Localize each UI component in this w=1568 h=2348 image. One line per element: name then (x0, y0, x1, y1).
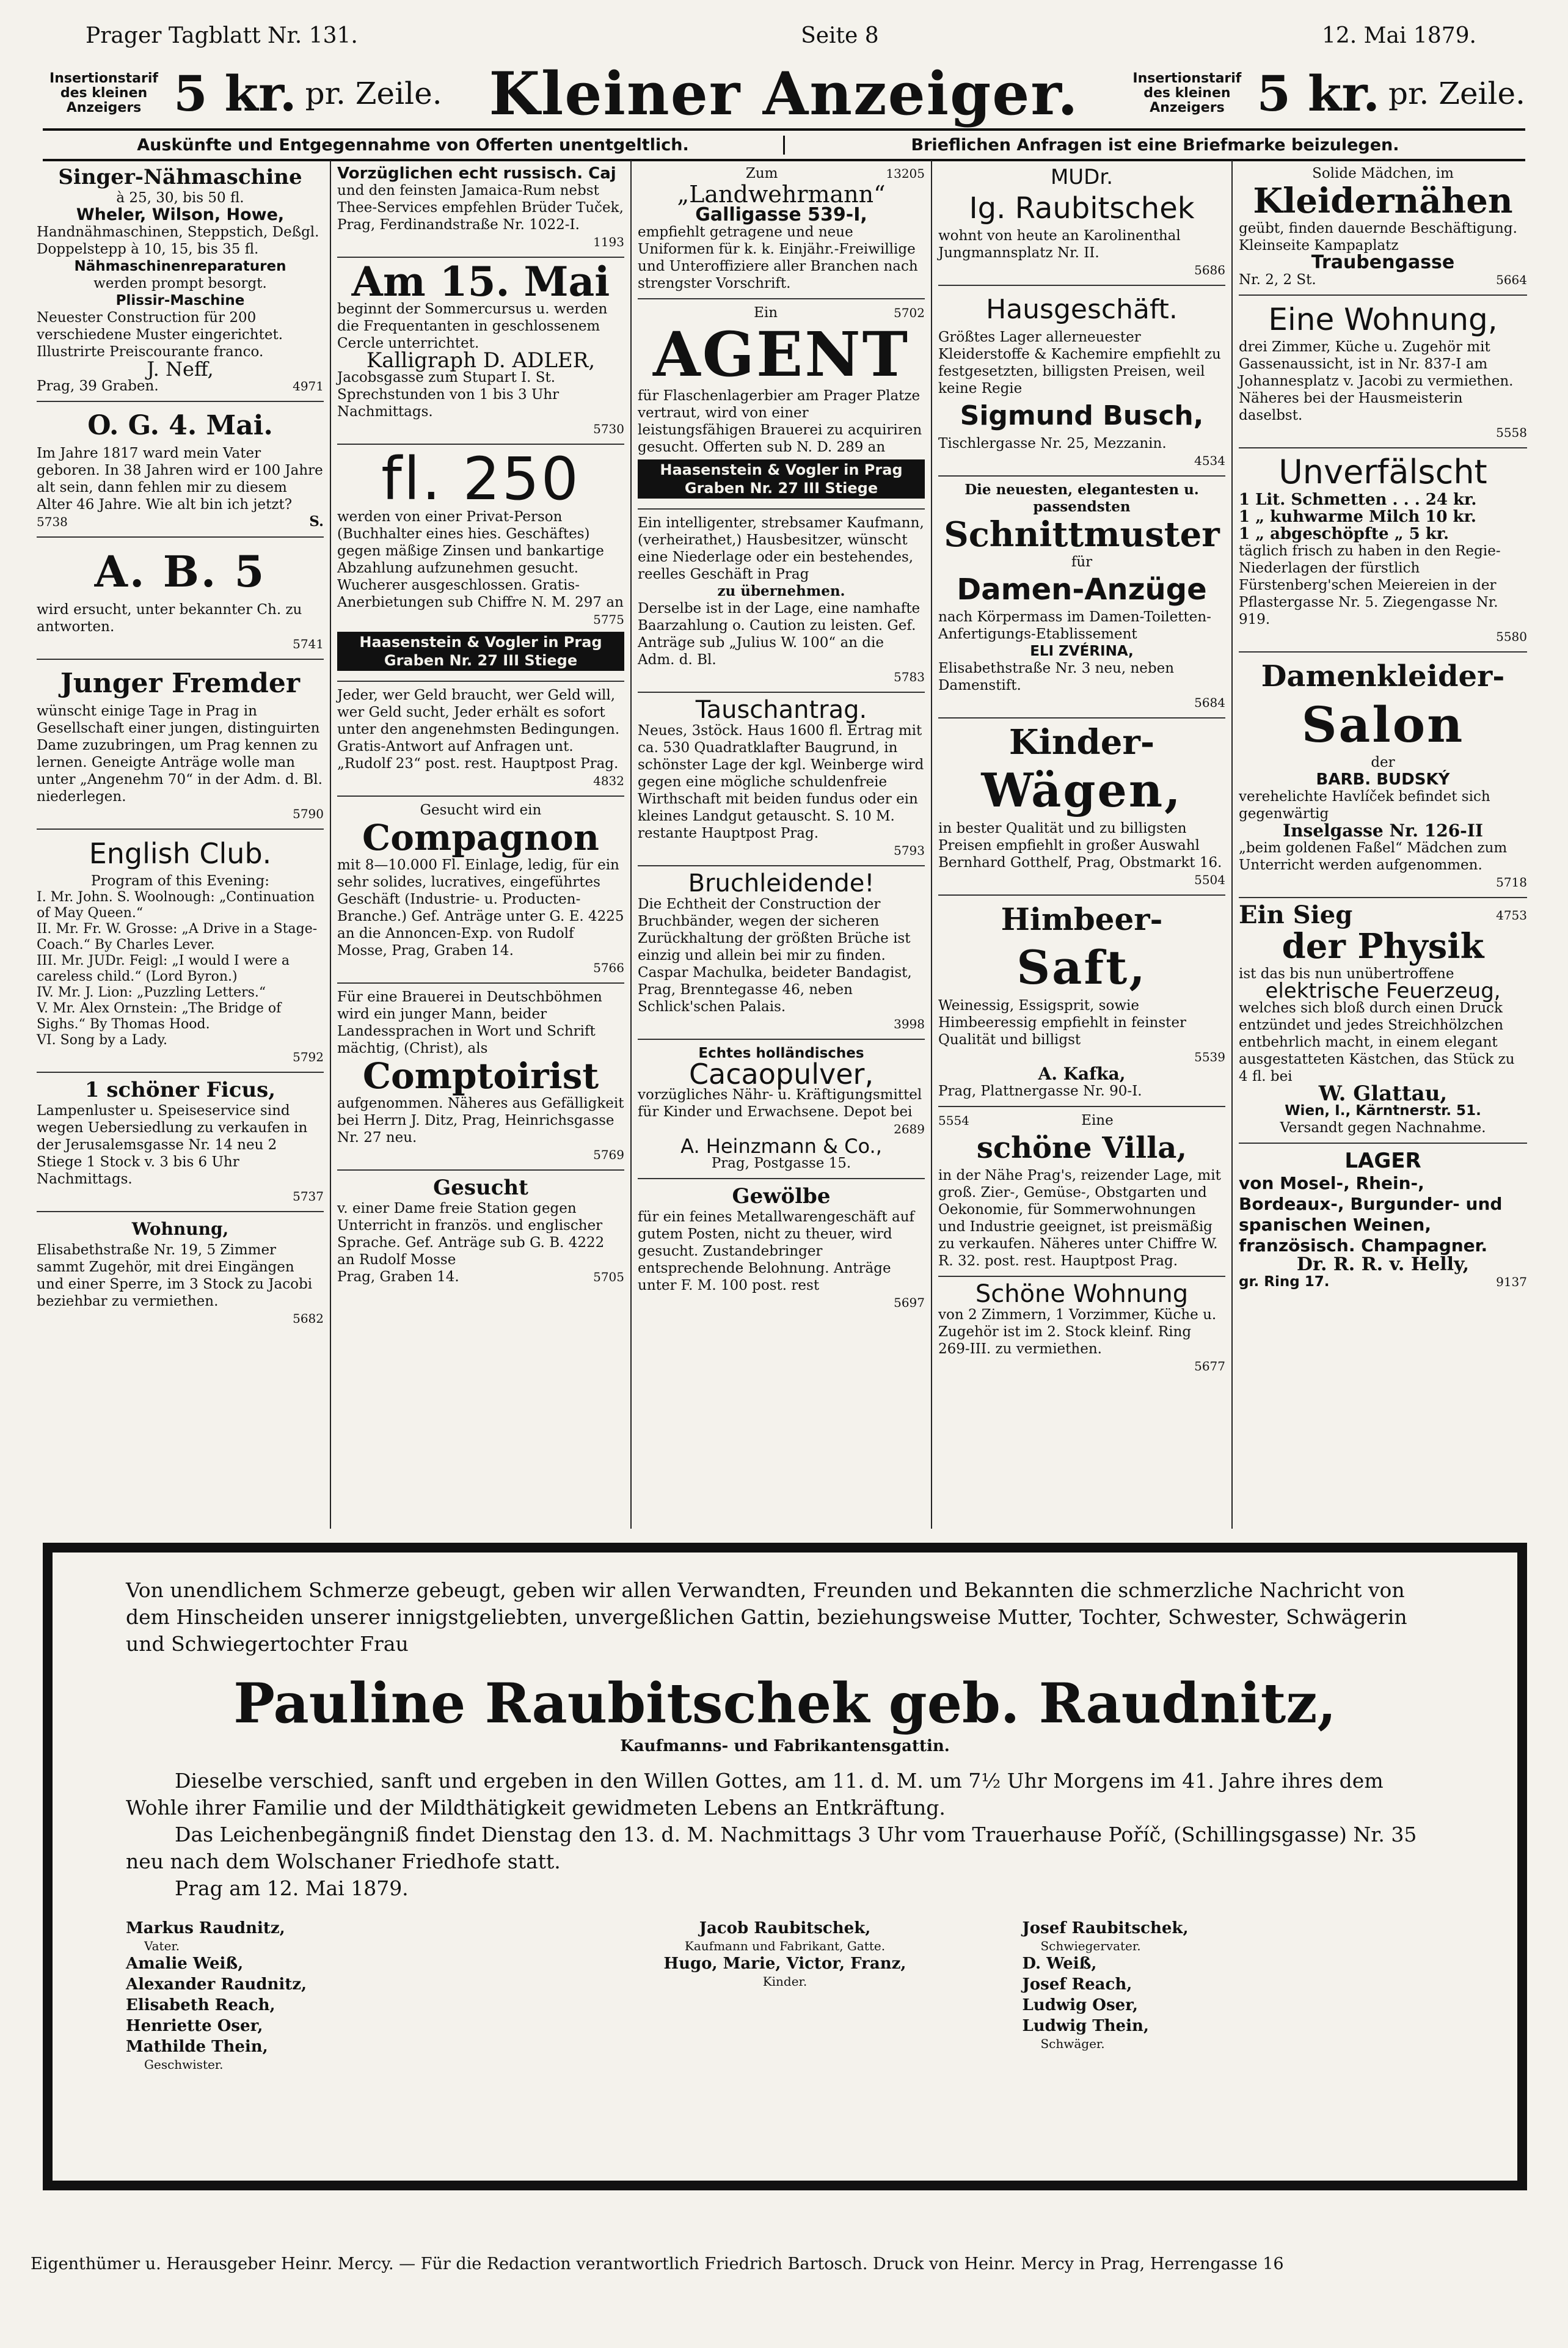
obituary-funeral: Das Leichenbegängniß findet Dienstag den 13. d. M. Nachmittags 3 Uhr vom Trauerhause Poříč, (Schillingsgasse) Nr. 35 neu nach dem Wolschaner Friedhofe statt. (126, 1823, 1417, 1873)
ad-unverfaelscht (1239, 448, 1527, 653)
ad-number: 5686 (1194, 263, 1225, 277)
ad-title: Junger Fremder (60, 668, 301, 699)
ad-schnittmuster (938, 477, 1225, 719)
ad-number: 2689 (894, 1122, 925, 1136)
obituary-subtitle: Kaufmanns- und Fabrikantensgattin. (620, 1737, 950, 1755)
ad-signature: ELI ZVÉRINA, (1030, 643, 1134, 659)
ad-text: für ein feines Metallwarengeschäft auf gutem Posten, nicht zu theuer, wird gesucht. Zustandebringer entsprechende Belohnung. Anträge unter F. M. 100 post. rest (638, 1209, 915, 1293)
ad-gewoelbe (638, 1179, 925, 1317)
masthead-tarif-left (43, 65, 442, 122)
ad-eine-wohnung (1239, 296, 1527, 448)
tarif-label: Insertionstarif des kleinen Anzeigers (1132, 71, 1242, 115)
mourner-role: Geschwister. (144, 2057, 224, 2072)
ad-pretitle: Echtes holländisches (698, 1045, 864, 1061)
mourner-name: Amalie Weiß, (126, 1955, 244, 1973)
ad-number: 5737 (293, 1189, 324, 1204)
masthead-tarif-right (1126, 65, 1525, 122)
ad-text: täglich frisch zu haben in den Regie-Niederlagen der fürstlich Fürstenberg'schen Meiereien in der Pflastergasse Nr. 5. Ziegengasse Nr. 919. (1239, 543, 1501, 627)
ad-text: wird ersucht, unter bekannter Ch. zu antworten. (37, 602, 302, 635)
ad-number: 5783 (894, 670, 925, 684)
ad-title: Comptoirist (362, 1055, 599, 1097)
ad-number: 5554 (938, 1113, 969, 1128)
ad-title: „Landwehrmann“ (677, 181, 886, 208)
ad-number: 5539 (1194, 1050, 1225, 1064)
ad-title: 1 schöner Ficus, (84, 1078, 276, 1102)
ad-text: für (1071, 554, 1093, 570)
program-item: IV. Mr. J. Lion: „Puzzling Letters.“ (37, 985, 266, 1000)
mourner-role: Kaufmann und Fabrikant, Gatte. (684, 1939, 886, 1953)
tarif-price: 5 kr. (1256, 65, 1380, 122)
agency-stamp: Haasenstein & Vogler in Prag Graben Nr. 27 III Stiege (638, 459, 925, 499)
mourner-name: Ludwig Oser, (1022, 1996, 1138, 2014)
ad-number: 4971 (293, 379, 324, 393)
ad-text: Versandt gegen Nachnahme. (1280, 1120, 1486, 1136)
obituary-death: Dieselbe verschied, sanft und ergeben in den Willen Gottes, am 11. d. M. um 7½ Uhr Morgens im 41. Jahre ihres dem Wohle ihrer Familie und der Mildthätigkeit gewidmeten Lebens an Entkräftung. (126, 1769, 1384, 1820)
ad-text: nach Körpermass im Damen-Toiletten-Anfertigungs-Etablissement (938, 609, 1211, 642)
column-1 (31, 160, 331, 1529)
ad-number: 5702 (894, 305, 925, 320)
ad-text: Ein intelligenter, strebsamer Kaufmann, (verheirathet,) Hausbesitzer, wünscht eine Niederlage oder ein bestehendes, reelles Geschäft in Prag (638, 515, 924, 582)
ad-title: Cacaopulver, (688, 1058, 874, 1091)
ad-number: 5504 (1194, 872, 1225, 887)
ad-text: Für eine Brauerei in Deutschböhmen wird ein junger Mann, beider Landessprachen in Wort und Schrift mächtig, (Christ), als (337, 989, 602, 1056)
ad-tauschantrag (638, 693, 925, 866)
program-item: V. Mr. Alex Ornstein: „The Bridge of Sighs.“ By Thomas Hood. (37, 1001, 282, 1032)
ad-text: vorzügliches Nähr- u. Kräftigungsmittel für Kinder und Erwachsene. Depot bei (638, 1087, 922, 1120)
ad-title: Eine Wohnung, (1268, 302, 1498, 337)
ad-text: Neues, 3stöck. Haus 1600 fl. Ertrag mit ca. 530 Quadratklafter Baugrund, in schönster Lage der kgl. Weinberge wird gegen eine mögliche schuldenfreie Wirthschaft mit beiden fundus oder ein kleines Landgut getauscht. S. 10 M. restante Hauptpost Prag. (638, 723, 924, 841)
ad-title: Schnittmuster (944, 514, 1220, 555)
masthead-title: Kleiner Anzeiger. (489, 59, 1079, 128)
ad-number: 5793 (894, 843, 925, 858)
ad-wohnung (37, 1212, 324, 1333)
ad-pretitle: Solide Mädchen, im (1312, 166, 1454, 181)
ad-mudr (938, 160, 1225, 286)
mourner-name: Alexander Raudnitz, (126, 1975, 307, 1994)
ad-text: von 2 Zimmern, 1 Vorzimmer, Küche u. Zugehör ist im 2. Stock kleinf. Ring 269-III. zu vermiethen. (938, 1307, 1217, 1357)
info-right: Brieflichen Anfragen ist eine Briefmarke beizulegen. (911, 135, 1399, 155)
ad-bruchleidende (638, 866, 925, 1040)
ad-signature: Dr. R. R. v. Helly, (1296, 1254, 1470, 1275)
ad-subtitle: Wheler, Wilson, Howe, (76, 205, 285, 224)
ad-mai (337, 258, 624, 445)
price-item: 1 Lit. Schmetten . . . 24 kr. (1239, 491, 1477, 509)
ad-title: der Physik (1282, 926, 1484, 967)
mourner-name: Henriette Oser, (126, 2017, 263, 2035)
ad-comptoirist (337, 984, 624, 1171)
ad-text: geübt, finden dauernde Beschäftigung. Kleinseite Kampaplatz (1239, 221, 1517, 254)
paper-issue: Prager Tagblatt Nr. 131. (86, 23, 358, 48)
ad-thee (337, 160, 624, 258)
ad-number: 5682 (293, 1311, 324, 1326)
ad-gesucht (337, 1171, 624, 1292)
ad-title: O. G. 4. Mai. (87, 410, 273, 441)
program-item: III. Mr. JUDr. Feigl: „I would I were a careless child.“ (Lord Byron.) (37, 953, 290, 984)
column-3 (632, 160, 932, 1529)
ad-pretitle: Gesucht wird ein (420, 802, 542, 818)
ad-number: 4832 (593, 774, 624, 788)
ad-signature: BARB. BUDSKÝ (1316, 770, 1450, 789)
ad-title: Kleidernähen (1253, 181, 1513, 221)
ad-signature: S. (309, 513, 324, 530)
ad-villa (938, 1107, 1225, 1277)
ad-title: schöne Villa, (976, 1131, 1187, 1165)
ad-signature: A. Kafka, (1038, 1064, 1126, 1084)
ad-number: 5775 (593, 612, 624, 627)
ad-english-club (37, 830, 324, 1073)
ad-text: „beim goldenen Faßel“ Mädchen zum Unterricht werden aufgenommen. (1239, 840, 1508, 873)
ad-pretitle: Die neuesten, elegantesten u. passendsten (965, 481, 1199, 515)
ad-address: Prag, 39 Graben. (37, 378, 159, 394)
ad-text: wünscht einige Tage in Prag in Gesellschaft einer jungen, distinguirten Dame zuzubringen, um Prag kennen zu lernen. Geneigte Anträge wolle man unter „Angenehm 70“ in der Adm. d. Bl. niederlegen. (37, 703, 323, 805)
ad-signature: W. Glattau, (1318, 1081, 1448, 1106)
ad-title: Damenkleider- (1261, 659, 1505, 693)
info-bar (43, 128, 1525, 161)
imprint: Eigenthümer u. Herausgeber Heinr. Mercy. — Für die Redaction verantwortlich Friedrich Bartosch. Druck von Heinr. Mercy in Prag, Herrengasse 16 (31, 2255, 1284, 2273)
ad-landwehrmann (638, 160, 925, 299)
ad-number: 5741 (293, 637, 324, 651)
running-header (86, 17, 1476, 54)
ad-pretitle: Eine (1081, 1113, 1114, 1128)
ad-address: Elisabethstraße Nr. 3 neu, neben Damenstift. (938, 660, 1175, 693)
ad-title: Vorzüglichen echt russisch. Caj (337, 164, 616, 183)
ad-text: Program of this Evening: (91, 873, 269, 889)
ad-text: Größtes Lager allerneuester Kleiderstoffe & Kachemire empfiehlt zu festgesetzten, billigsten Preisen, weil keine Regie (938, 329, 1221, 397)
ad-number: 5769 (593, 1147, 624, 1162)
page-number: Seite 8 (801, 23, 879, 48)
ad-pretitle: Ein Sieg (1239, 901, 1353, 929)
ad-text: welches sich bloß durch einen Druck entzündet und jedes Streichhölzchen entbehrlich macht, in einem elegant ausgestatteten Kästchen, das Stück zu 4 fl. bei (1239, 1000, 1515, 1084)
ad-address: Wien, I., Kärntnerstr. 51. (1285, 1103, 1481, 1119)
mourner-name: Elisabeth Reach, (126, 1996, 275, 2014)
ad-text: Weinessig, Essigsprit, sowie Himbeeressig empfiehlt in feinster Qualität und billigst (938, 998, 1187, 1048)
ad-number: 5705 (593, 1270, 624, 1284)
agency-stamp: Haasenstein & Vogler in Prag Graben Nr. 27 III Stiege (337, 632, 624, 671)
obituary-name: Pauline Raubitschek geb. Raudnitz, (233, 1671, 1336, 1736)
ad-text: Jeder, wer Geld braucht, wer Geld will, wer Geld sucht, Jeder erhält es sofort unter den angenehmsten Bedingungen. Gratis-Antwort auf Anfragen unt. „Rudolf 23“ post. rest. Hauptpost Prag. (337, 687, 620, 772)
mourner-name: Markus Raudnitz, (126, 1919, 285, 1937)
ad-title: A. B. 5 (94, 546, 266, 597)
ad-text: der (1371, 755, 1395, 770)
ad-text: ist das bis nun unübertroffene (1239, 966, 1454, 982)
ad-text: Im Jahre 1817 ward mein Vater geboren. In 38 Jahren wird er 100 Jahre alt sein, dann fehlen mir zu diesem Alter 46 Jahre. Wie alt bin ich jetzt? (37, 445, 323, 513)
ad-text: Handnähmaschinen, Steppstich, Deßgl. Doppelstepp à 10, 15, bis 35 fl. (37, 224, 319, 257)
ad-subtitle: elektrische Feuerzeug, (1265, 979, 1501, 1003)
ad-number: 13205 (886, 166, 925, 181)
mourner-name: Ludwig Thein, (1022, 2017, 1149, 2035)
ad-text: Derselbe ist in der Lage, eine namhafte Baarzahlung o. Caution zu leisten. Gef. Anträge sub „Julius W. 100“ an die Adm. d. Bl. (638, 601, 921, 668)
ad-pretitle: Zum (745, 166, 778, 181)
ad-title: Schöne Wohnung (975, 1280, 1189, 1308)
ad-address: Nr. 2, 2 St. (1239, 272, 1316, 288)
mourner-name: Jacob Raubitschek, (699, 1919, 871, 1937)
ad-subtitle: Traubengasse (1311, 252, 1455, 273)
obituary-intro: Von unendlichem Schmerze gebeugt, geben wir allen Verwandten, Freunden und Bekannten die schmerzliche Nachricht von dem Hinscheiden unserer innigstgeliebten, unvergeßlichen Gattin, beziehungsweise Mutter, Tochter, Schwester, Schwägerin und Schwiegertochter Frau (126, 1578, 1407, 1656)
ad-title: Am 15. Mai (351, 258, 610, 305)
ad-title: Compagnon (362, 817, 599, 858)
ad-text: à 25, 30, bis 50 fl. (116, 190, 244, 206)
ad-number: 5792 (293, 1050, 324, 1064)
mourner-role: Schwiegervater. (1040, 1939, 1141, 1953)
price-item: 1 „ abgeschöpfte „ 5 kr. (1239, 525, 1449, 543)
ad-physik (1239, 898, 1527, 1144)
mourners (126, 1918, 1444, 2072)
masthead (43, 60, 1525, 127)
mourner-role: Kinder. (762, 1974, 808, 1989)
ad-title: Salon (1301, 696, 1465, 753)
ad-title: Wohnung, (131, 1219, 229, 1239)
ad-number: 5684 (1194, 695, 1225, 710)
mourner-role: Vater. (144, 1939, 180, 1953)
ad-title: fl. 250 (381, 445, 580, 513)
program-item: I. Mr. John. S. Woolnough: „Continuation of May Queen.“ (37, 890, 315, 921)
ad-pretitle: Ein (754, 305, 778, 321)
ad-number: 1193 (593, 235, 624, 249)
ad-cacaopulver (638, 1040, 925, 1179)
ad-agent (638, 299, 925, 510)
mourners-center (574, 1918, 996, 2072)
ad-text: Die Echtheit der Construction der Bruchbänder, wegen der sicheren Zurückhaltung der größten Brüche ist einzig und allein bei mir zu finden. Caspar Machulka, beideter Bandagist, Prag, Brenntegasse 46, neben Schlick'schen Palais. (638, 896, 912, 1015)
tarif-unit: pr. Zeile. (305, 76, 442, 111)
ad-title: Gesucht (433, 1176, 528, 1200)
ad-hausgeschaeft (938, 286, 1225, 477)
ad-title: Damen-Anzüge (957, 572, 1207, 607)
mourner-name: Mathilde Thein, (126, 2038, 268, 2056)
ad-schoene-wohnung (938, 1277, 1225, 1381)
ad-address: Prag, Plattnergasse Nr. 90-I. (938, 1083, 1142, 1099)
obituary-date: Prag am 12. Mai 1879. (175, 1876, 409, 1900)
ad-text: v. einer Dame freie Station gegen Unterricht in französ. und englischer Sprache. Gef. Anträge sub G. B. 4222 an Rudolf Mosse (337, 1201, 605, 1268)
ad-signature: Kalligraph D. ADLER, (366, 348, 596, 373)
ad-columns (31, 160, 1533, 1529)
ad-subtitle: zu übernehmen. (717, 583, 845, 599)
mourner-name: Josef Reach, (1022, 1975, 1132, 1994)
ad-address: Prag, Graben 14. (337, 1269, 459, 1285)
issue-date: 12. Mai 1879. (1321, 23, 1476, 48)
ad-text: drei Zimmer, Küche u. Zugehör mit Gassenaussicht, ist in Nr. 837-I am Johannesplatz v. Jacobi zu vermiethen. Näheres bei der Hausmeisterin daselbst. (1239, 339, 1514, 423)
ad-address: gr. Ring 17. (1239, 1274, 1330, 1290)
ad-text: Neuester Construction für 200 verschiedene Muster eingerichtet. Illustrirte Preiscourante franco. (37, 310, 283, 360)
ad-name: Ig. Raubitschek (969, 191, 1195, 225)
ad-number: 9137 (1496, 1275, 1527, 1289)
ad-fl250 (337, 445, 624, 682)
ad-address: Tischlergasse Nr. 25, Mezzanin. (938, 436, 1167, 452)
ad-text: werden prompt besorgt. (93, 276, 267, 291)
ad-text: Jacobsgasse zum Stupart I. St. Sprechstunden von 1 bis 3 Uhr Nachmittags. (337, 370, 560, 420)
ad-text: und den feinsten Jamaica-Rum nebst Thee-Services empfehlen Brüder Tuček, Prag, Ferdinandstraße Nr. 1022-I. (337, 183, 624, 233)
ad-title: Singer-Nähmaschine (58, 165, 302, 189)
ad-text: aufgenommen. Näheres aus Gefälligkeit bei Herrn J. Ditz, Prag, Heinrichsgasse Nr. 27 neu. (337, 1095, 624, 1146)
ad-title: Unverfälscht (1278, 453, 1487, 491)
ad-himbeersaft (938, 896, 1225, 1107)
tarif-price: 5 kr. (173, 65, 297, 122)
ad-title: Wägen, (981, 763, 1183, 817)
ad-number: 5580 (1496, 629, 1527, 644)
ad-title: Tauschantrag. (695, 696, 867, 724)
column-5 (1233, 160, 1533, 1529)
mourners-left (126, 1918, 548, 2072)
ad-number: 5664 (1496, 272, 1527, 287)
ad-kleidernaehen (1239, 160, 1527, 296)
obituary-notice (43, 1543, 1527, 2190)
ad-subtitle: Nähmaschinenreparaturen (74, 258, 286, 274)
ad-text: wohnt von heute an Karolinenthal Jungmannsplatz Nr. II. (938, 228, 1181, 261)
program-item: II. Mr. Fr. W. Grosse: „A Drive in a Stage-Coach.“ By Charles Lever. (37, 921, 318, 953)
ad-title: AGENT (652, 318, 910, 390)
ad-subtitle: Plissir-Maschine (115, 293, 245, 309)
tarif-label: Insertionstarif des kleinen Anzeigers (49, 71, 158, 115)
ad-title: Saft, (1016, 940, 1147, 995)
ad-kinderwaegen (938, 719, 1225, 896)
ad-number: 5730 (593, 422, 624, 436)
ad-number: 5697 (894, 1295, 925, 1310)
ad-damenkleider-salon (1239, 653, 1527, 898)
tarif-unit: pr. Zeile. (1388, 76, 1525, 111)
ad-title: English Club. (89, 837, 272, 870)
ad-text: werden von einer Privat-Person (Buchhalter eines hies. Geschäftes) gegen mäßige Zinsen und bankartige Abzahlung aufzunehmen gesucht. Wucherer ausgeschlossen. Gratis-Anerbietungen sub Chiffre N. M. 297 an (337, 509, 624, 610)
ad-number: 4534 (1194, 453, 1225, 468)
ad-ficus (37, 1073, 324, 1212)
ad-number: 5766 (593, 960, 624, 975)
ad-address: Galligasse 539-I, (695, 204, 867, 225)
ad-title: Kinder- (1008, 722, 1155, 763)
info-left: Auskünfte und Entgegennahme von Offerten unentgeltlich. (43, 136, 785, 155)
ad-number: 5738 (37, 514, 68, 529)
mourner-name: Hugo, Marie, Victor, Franz, (663, 1955, 906, 1973)
ad-title: Gewölbe (732, 1184, 831, 1209)
ad-signature: A. Heinzmann & Co., (680, 1135, 882, 1158)
ad-text: in bester Qualität und zu billigsten Preisen empfiehlt in großer Auswahl Bernhard Gotthelf, Prag, Obstmarkt 16. (938, 821, 1222, 871)
ad-text: in der Nähe Prag's, reizender Lage, mit groß. Zier-, Gemüse-, Obstgarten und Oekonomie, für Sommerwohnungen und Industrie geeignet, ist preismäßig zu verkaufen. Näheres unter Chiffre W. R. 32. post. rest. Hauptpost Prag. (938, 1168, 1221, 1269)
ad-number: 5790 (293, 806, 324, 821)
ad-text: von Mosel-, Rhein-, Bordeaux-, Burgunder- und spanischen Weinen, französisch. Champagner. (1239, 1173, 1503, 1256)
ad-lager (1239, 1144, 1527, 1297)
ad-jeder (337, 682, 624, 797)
ad-signature: J. Neff, (147, 357, 214, 381)
ad-text: mit 8—10.000 Fl. Einlage, ledig, für ein sehr solides, lucratives, eingeführtes Geschäft (Industrie- u. Producten-Branche.) Gef. Anträge unter G. E. 4225 an die Annoncen-Exp. von Rudolf Mosse, Prag, Graben 14. (337, 857, 624, 959)
ad-title: MUDr. (1050, 165, 1114, 189)
ad-singer (37, 160, 324, 402)
ad-text: verehelichte Havlíček befindet sich gegenwärtig (1239, 789, 1490, 822)
ad-title: LAGER (1344, 1149, 1421, 1173)
ad-signature: Sigmund Busch, (960, 400, 1204, 431)
mourner-name: D. Weiß, (1022, 1955, 1097, 1973)
price-item: 1 „ kuhwarme Milch 10 kr. (1239, 508, 1476, 526)
mourner-name: Josef Raubitschek, (1022, 1919, 1189, 1937)
ad-number: 5677 (1194, 1359, 1225, 1373)
ad-fremder (37, 660, 324, 830)
ad-number: 3998 (894, 1017, 925, 1031)
ad-compagnon (337, 797, 624, 984)
ad-text: beginnt der Sommercursus u. werden die Frequentanten in geschlossenem Cercle unterrichtet. (337, 301, 608, 351)
ad-ab (37, 538, 324, 660)
ad-title: Hausgeschäft. (986, 294, 1178, 325)
ad-title: Himbeer- (1001, 901, 1163, 937)
ad-number: 5558 (1496, 425, 1527, 440)
mourners-right (1022, 1918, 1444, 2072)
ad-text: Lampenluster u. Speiseservice sind wegen Uebersiedlung zu verkaufen in der Jerusalemsgasse Nr. 14 neu 2 Stiege 1 Stock v. 3 bis 6 Uhr Nachmittags. (37, 1103, 308, 1187)
club-program (37, 890, 324, 1048)
ad-number: 5718 (1496, 875, 1527, 890)
program-item: VI. Song by a Lady. (37, 1033, 168, 1048)
ad-address: Prag, Postgasse 15. (711, 1155, 851, 1171)
ad-number: 4753 (1496, 908, 1527, 923)
ad-title: Bruchleidende! (688, 869, 875, 898)
column-2 (331, 160, 632, 1529)
ad-text: Elisabethstraße Nr. 19, 5 Zimmer sammt Zugehör, mit drei Eingängen und einer Sperre, im 3 Stock zu Jacobi beziehbar zu vermiethen. (37, 1242, 313, 1309)
mourner-role: Schwäger. (1040, 2036, 1105, 2051)
ad-text: für Flaschenlagerbier am Prager Platze vertraut, wird von einer leistungsfähigen Brauerei zu acquiriren gesucht. Offerten sub N. D. 289 an (638, 388, 922, 455)
ad-og (37, 402, 324, 538)
column-4 (932, 160, 1233, 1529)
ad-address: Inselgasse Nr. 126-II (1282, 821, 1483, 841)
ad-text: empfiehlt getragene und neue Uniformen für k. k. Einjähr.-Freiwillige und Unteroffiziere aller Branchen nach strengster Vorschrift. (638, 224, 918, 291)
ad-kaufmann (638, 510, 925, 693)
